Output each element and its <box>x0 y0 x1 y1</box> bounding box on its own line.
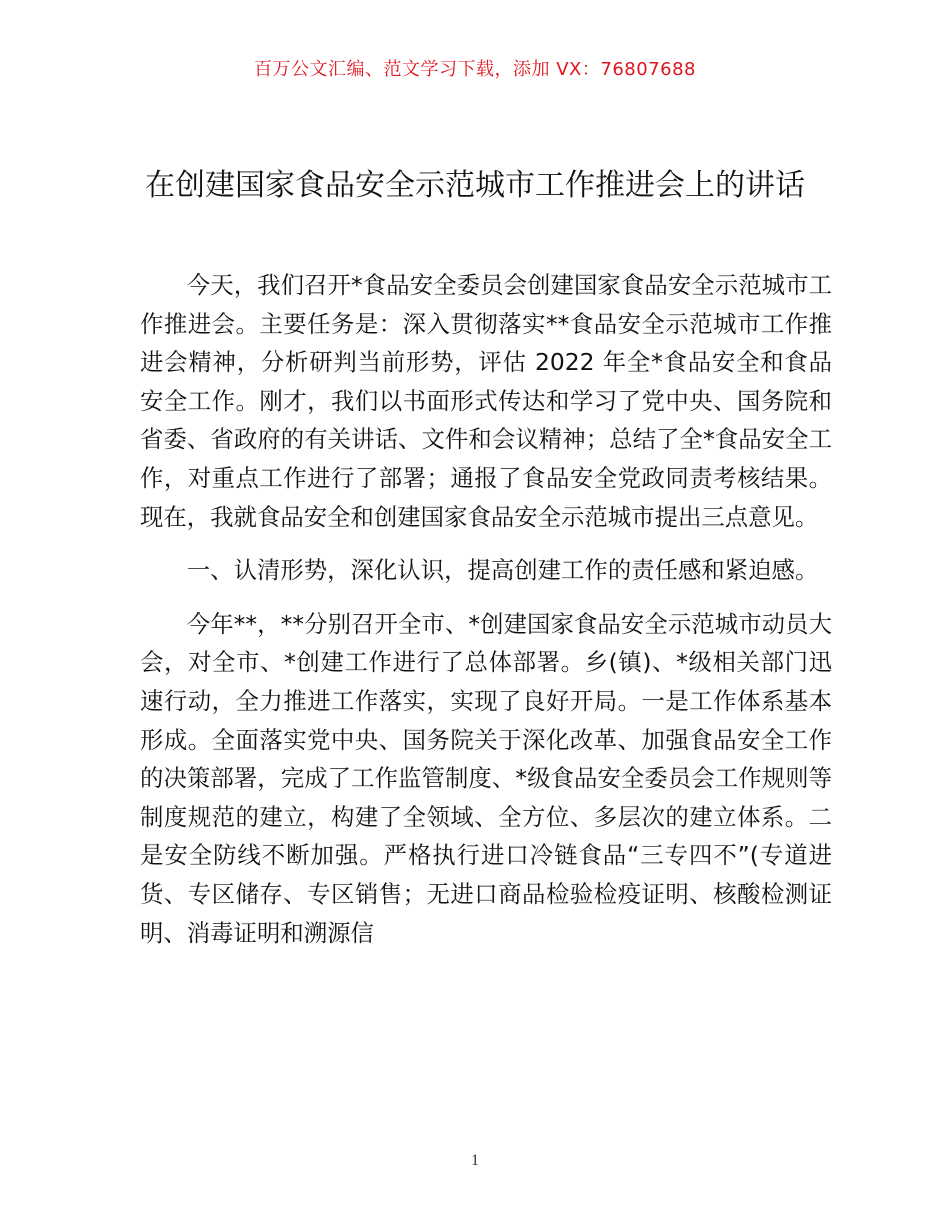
section-heading-1: 一、认清形势，深化认识，提高创建工作的责任感和紧迫感。 <box>186 556 819 585</box>
document-body <box>140 266 832 967</box>
document-title: 在创建国家食品安全示范城市工作推进会上的讲话 <box>145 168 805 203</box>
page-number: 1 <box>471 1152 479 1169</box>
paragraph-progress: 今年**，**分别召开全市、*创建国家食品安全示范城市动员大会，对全市、*创建工作进行了总体部署。乡(镇)、*级相关部门迅速行动，全力推进工作落实，实现了良好开局。一是工作体系基本形成。全面落实党中央、国务院关于深化改革、加强食品安全工作的决策部署，完成了工作监管制度、*级食品安全委员会工作规则等制度规范的建立，构建了全领域、全方位、多层次的建立体系。二是安全防线不断加强。严格执行进口冷链食品“三专四不”(专道进货、专区储存、专区销售；无进口商品检验检疫证明、核酸检测证明、消毒证明和溯源信 <box>140 609 832 947</box>
paragraph-intro: 今天，我们召开*食品安全委员会创建国家食品安全示范城市工作推进会。主要任务是：深入贯彻落实**食品安全示范城市工作推进会精神，分析研判当前形势，评估 2022 年全*食品安全和食品安全工作。刚才，我们以书面形式传达和学习了党中央、国务院和省委、省政府的有关讲话、文件和会议精神；总结了全*食品安全工作，对重点工作进行了部署；通报了食品安全党政同责考核结果。现在，我就食品安全和创建国家食品安全示范城市提出三点意见。 <box>140 271 832 531</box>
watermark-banner: 百万公文汇编、范文学习下载，添加 VX：76807688 <box>254 59 696 80</box>
